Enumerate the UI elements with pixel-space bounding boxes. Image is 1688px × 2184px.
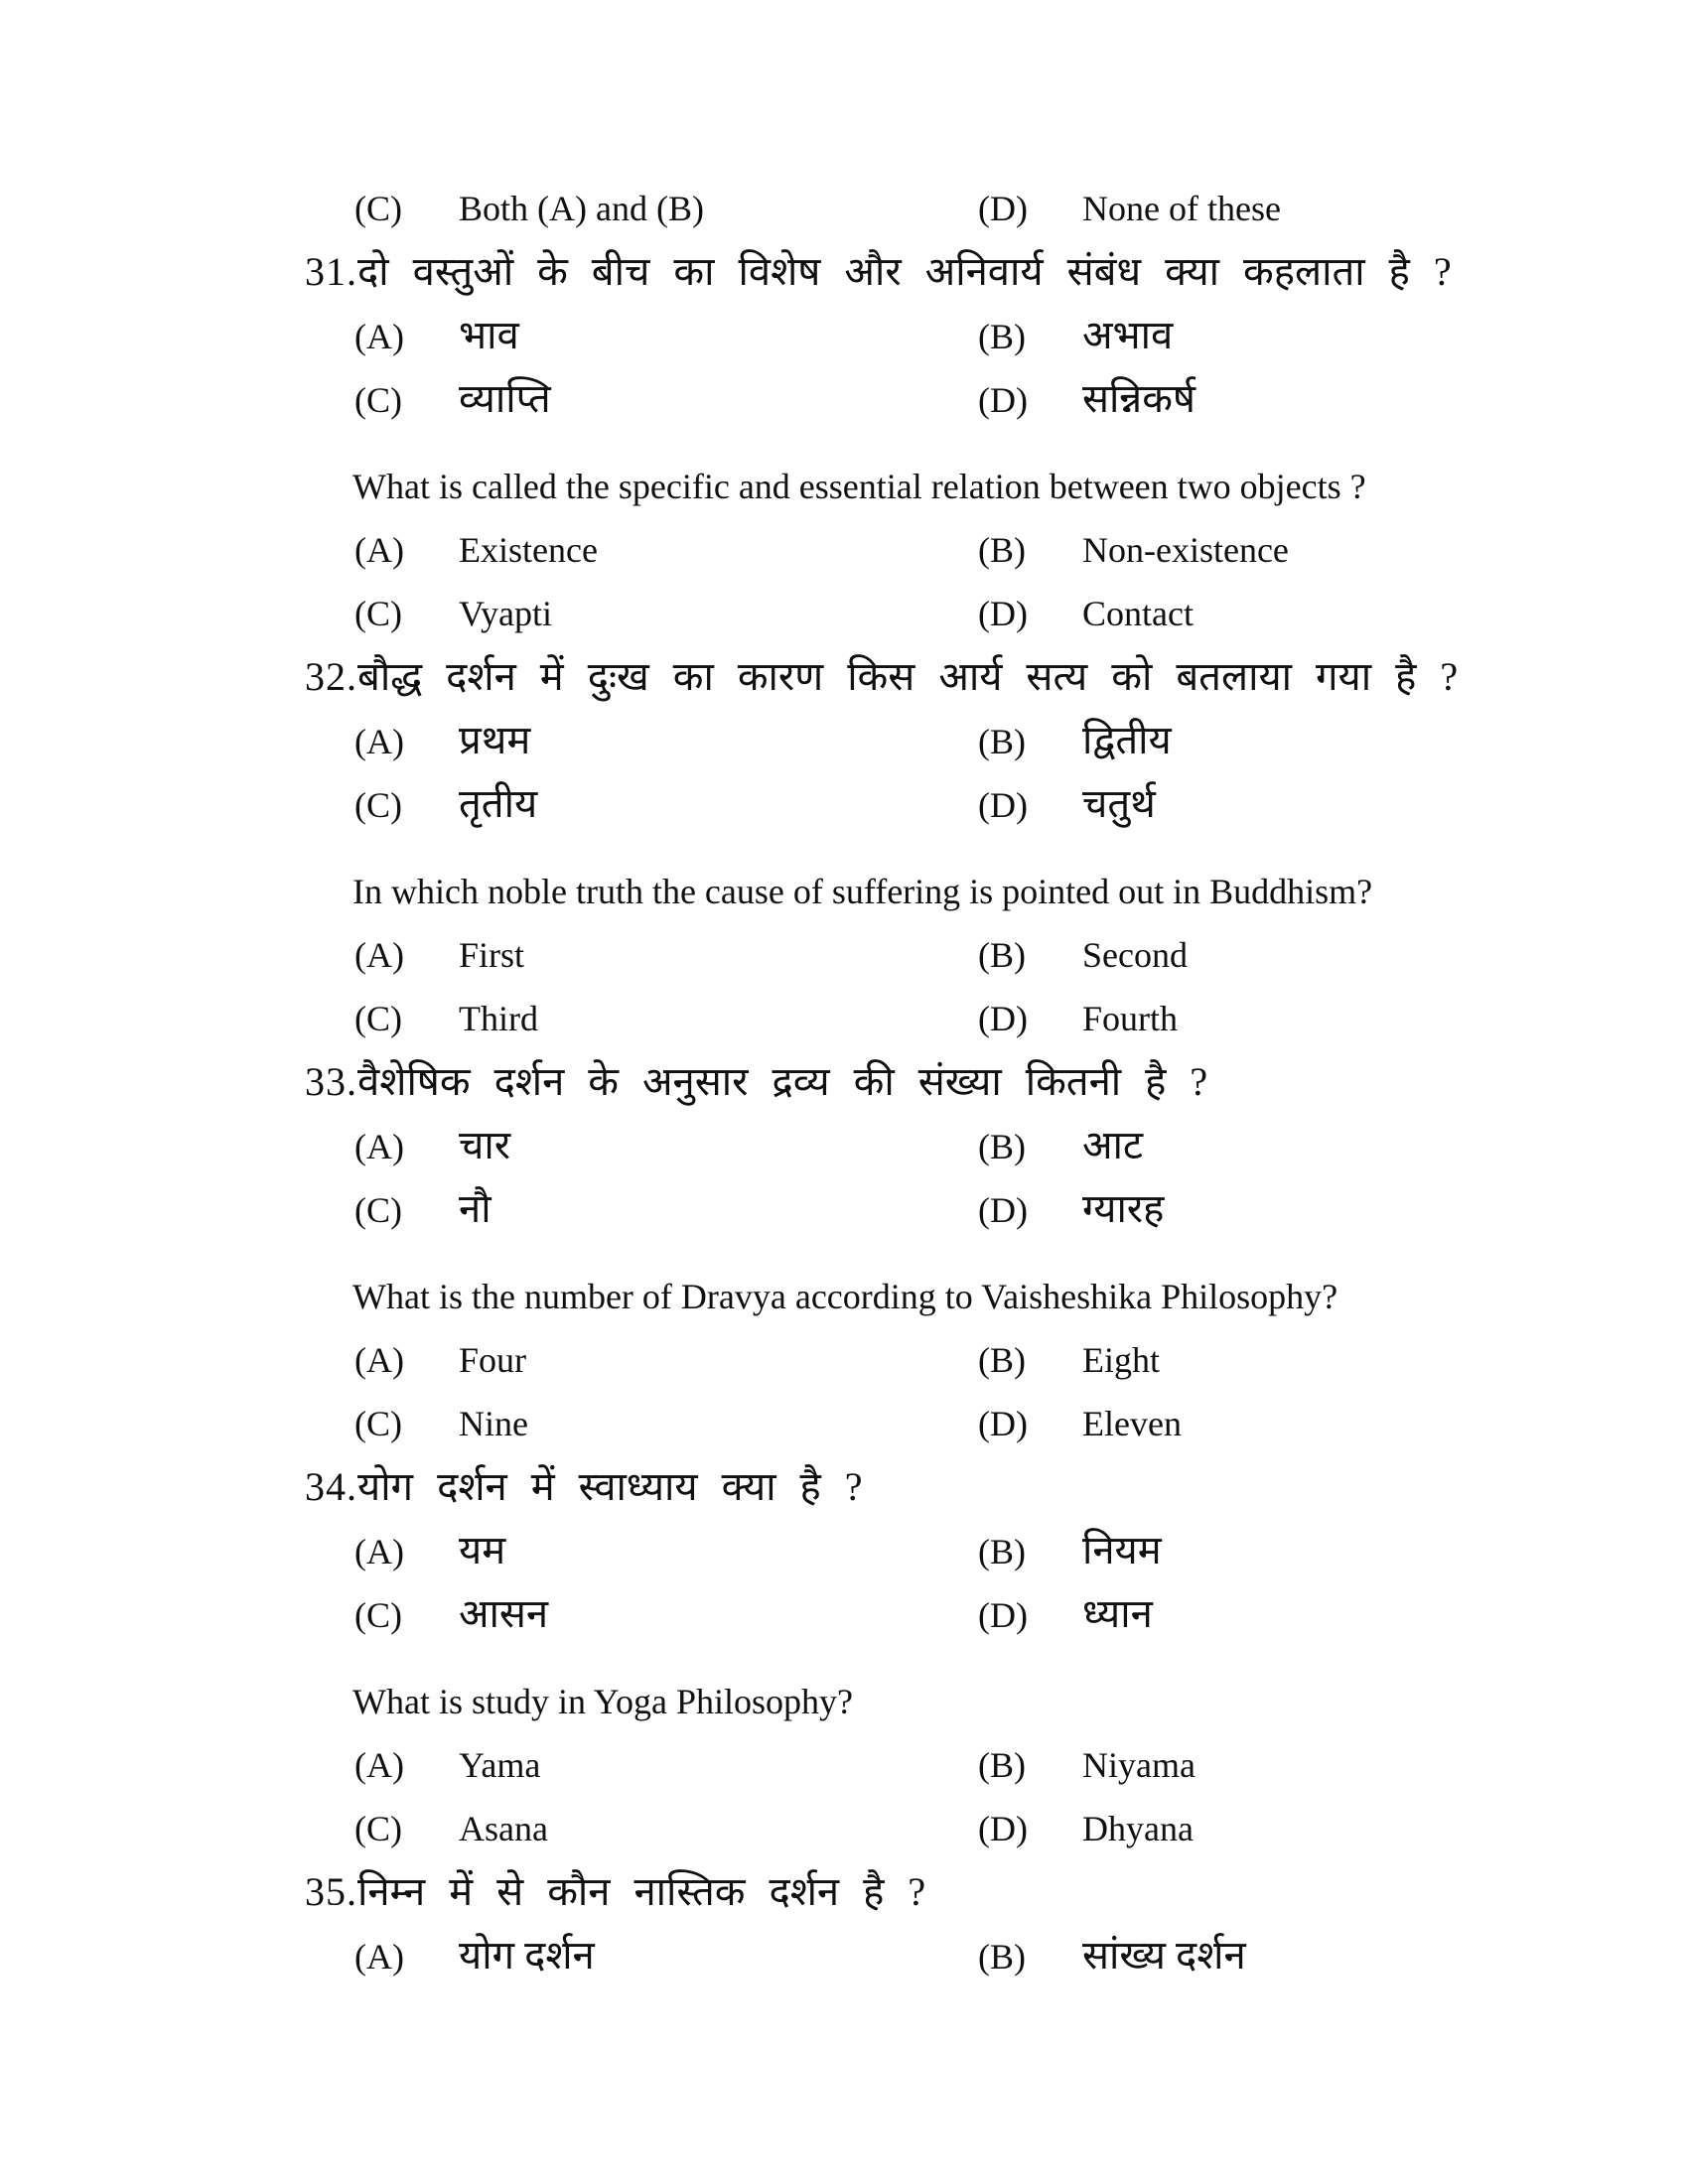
option-b (978, 1519, 1162, 1591)
option-text: नौ (459, 1186, 492, 1231)
option-d (978, 582, 1194, 653)
option-label: (B) (978, 1745, 1026, 1785)
option-text: योग दर्शन (459, 1933, 595, 1978)
question-text-hindi: योग दर्शन में स्वाध्याय क्या है ? (357, 1464, 863, 1509)
option-b (978, 1328, 1160, 1400)
option-text: Asana (459, 1809, 548, 1848)
option-b (978, 1114, 1143, 1186)
option-text: Nine (459, 1404, 528, 1443)
question-text-english: What is study in Yoga Philosophy? (352, 1682, 854, 1721)
option-text: None of these (1082, 189, 1281, 228)
option-text: आसन (459, 1591, 549, 1636)
question-number: 34. (305, 1464, 357, 1509)
option-c (354, 177, 704, 248)
option-row (0, 987, 1688, 1050)
option-text: प्रथम (459, 718, 531, 762)
question-text-hindi: वैशेषिक दर्शन के अनुसार द्रव्य की संख्या कितनी है ? (357, 1059, 1208, 1104)
option-label: (B) (978, 530, 1026, 570)
option-text: Both (A) and (B) (459, 189, 704, 228)
option-label: (B) (978, 1340, 1026, 1380)
question-text-hindi: बौद्ध दर्शन में दुःख का कारण किस आर्य सत्य को बतलाया गया है ? (357, 654, 1459, 699)
option-label: (A) (354, 317, 404, 356)
option-label: (A) (354, 722, 404, 761)
option-text: अभाव (1082, 313, 1174, 357)
option-a (354, 304, 519, 376)
question-text-english: In which noble truth the cause of suffering is pointed out in Buddhism? (352, 872, 1373, 911)
option-label: (C) (354, 594, 402, 633)
option-label: (D) (978, 785, 1028, 825)
option-c (354, 1582, 548, 1655)
option-c (354, 1797, 548, 1868)
option-c (354, 772, 537, 845)
option-text: आट (1082, 1123, 1144, 1167)
option-text: व्याप्ति (459, 376, 551, 421)
option-label: (B) (978, 1127, 1026, 1166)
option-text: ध्यान (1082, 1591, 1153, 1636)
option-label: (C) (354, 1595, 402, 1635)
option-text: नियम (1082, 1528, 1162, 1572)
option-row (0, 1177, 1688, 1241)
option-row (0, 518, 1688, 582)
option-text: चार (459, 1123, 511, 1167)
option-label: (C) (354, 785, 402, 825)
option-c (354, 1177, 492, 1250)
question-row-hindi (0, 1050, 1688, 1114)
option-text: सन्निकर्ष (1082, 376, 1196, 421)
option-a (354, 518, 598, 590)
option-row (0, 177, 1688, 240)
option-label: (C) (354, 189, 402, 228)
question-text-english: What is called the specific and essential relation between two objects ? (352, 467, 1366, 506)
option-a (354, 1328, 526, 1400)
option-label: (B) (978, 722, 1026, 761)
option-label: (A) (354, 935, 404, 975)
option-label: (A) (354, 1532, 404, 1571)
question-row-hindi (0, 1455, 1688, 1519)
option-d (978, 987, 1178, 1058)
option-row (0, 709, 1688, 772)
option-a (354, 1924, 595, 1996)
option-text: Four (459, 1340, 527, 1380)
question-number: 35. (305, 1869, 357, 1914)
option-a (354, 923, 524, 995)
option-c (354, 987, 538, 1058)
option-label: (B) (978, 935, 1026, 975)
option-d (978, 367, 1196, 440)
option-label: (C) (354, 1190, 402, 1230)
option-row (0, 1328, 1688, 1392)
option-text: Third (459, 999, 538, 1038)
option-label: (D) (978, 1595, 1028, 1635)
option-text: भाव (459, 313, 519, 357)
option-label: (D) (978, 189, 1028, 228)
option-text: Eleven (1082, 1404, 1182, 1443)
question-number: 32. (305, 654, 357, 699)
option-c (354, 582, 552, 653)
option-label: (A) (354, 1340, 404, 1380)
option-row (0, 1733, 1688, 1797)
option-d (978, 1797, 1194, 1868)
option-label: (A) (354, 1745, 404, 1785)
option-b (978, 709, 1172, 781)
option-text: यम (459, 1528, 506, 1572)
option-b (978, 1924, 1246, 1996)
option-row (0, 1797, 1688, 1860)
question-text-hindi: दो वस्तुओं के बीच का विशेष और अनिवार्य संबंध क्या कहलाता है ? (357, 249, 1452, 294)
option-text: Second (1082, 935, 1188, 975)
option-label: (A) (354, 1937, 404, 1977)
option-label: (C) (354, 1809, 402, 1848)
option-text: ग्यारह (1082, 1186, 1165, 1231)
option-label: (B) (978, 1937, 1026, 1977)
option-row (0, 304, 1688, 367)
option-b (978, 1733, 1196, 1805)
option-d (978, 1582, 1153, 1655)
option-b (978, 304, 1173, 376)
option-a (354, 709, 530, 781)
option-c (354, 1392, 528, 1463)
question-text-hindi: निम्न में से कौन नास्तिक दर्शन है ? (357, 1869, 926, 1914)
option-d (978, 1177, 1164, 1250)
option-text: Contact (1082, 594, 1194, 633)
option-row (0, 772, 1688, 836)
option-text: Dhyana (1082, 1809, 1194, 1848)
option-a (354, 1114, 510, 1186)
option-b (978, 923, 1188, 995)
option-text: First (459, 935, 525, 975)
option-text: Existence (459, 530, 598, 570)
option-label: (A) (354, 530, 404, 570)
option-d (978, 772, 1156, 845)
question-number: 31. (305, 249, 357, 294)
option-label: (C) (354, 999, 402, 1038)
option-text: तृतीय (459, 781, 538, 826)
option-row (0, 1114, 1688, 1177)
question-text-english: What is the number of Dravya according to Vaisheshika Philosophy? (352, 1277, 1338, 1316)
option-row (0, 1582, 1688, 1646)
option-label: (A) (354, 1127, 404, 1166)
option-text: Fourth (1082, 999, 1179, 1038)
question-row-hindi (0, 240, 1688, 304)
option-label: (D) (978, 594, 1028, 633)
option-label: (C) (354, 380, 402, 420)
option-row (0, 1924, 1688, 1987)
question-row-hindi (0, 1860, 1688, 1924)
option-text: चतुर्थ (1082, 781, 1156, 826)
option-label: (B) (978, 1532, 1026, 1571)
option-row (0, 582, 1688, 645)
option-d (978, 1392, 1182, 1463)
option-label: (D) (978, 380, 1028, 420)
option-text: द्वितीय (1082, 718, 1172, 762)
option-text: Yama (459, 1745, 541, 1785)
option-row (0, 923, 1688, 987)
option-label: (C) (354, 1404, 402, 1443)
question-row-hindi (0, 645, 1688, 709)
option-text: Niyama (1082, 1745, 1196, 1785)
option-text: सांख्य दर्शन (1082, 1933, 1246, 1978)
option-row (0, 1392, 1688, 1455)
question-number: 33. (305, 1059, 357, 1104)
option-d (978, 177, 1281, 248)
option-label: (D) (978, 1404, 1028, 1443)
option-b (978, 518, 1289, 590)
option-row (0, 367, 1688, 431)
option-row (0, 1519, 1688, 1582)
option-text: Non-existence (1082, 530, 1289, 570)
option-label: (B) (978, 317, 1026, 356)
option-a (354, 1519, 505, 1591)
option-label: (D) (978, 1190, 1028, 1230)
option-label: (D) (978, 999, 1028, 1038)
option-a (354, 1733, 540, 1805)
option-text: Eight (1082, 1340, 1160, 1380)
option-c (354, 367, 551, 440)
option-text: Vyapti (459, 594, 552, 633)
option-label: (D) (978, 1809, 1028, 1848)
